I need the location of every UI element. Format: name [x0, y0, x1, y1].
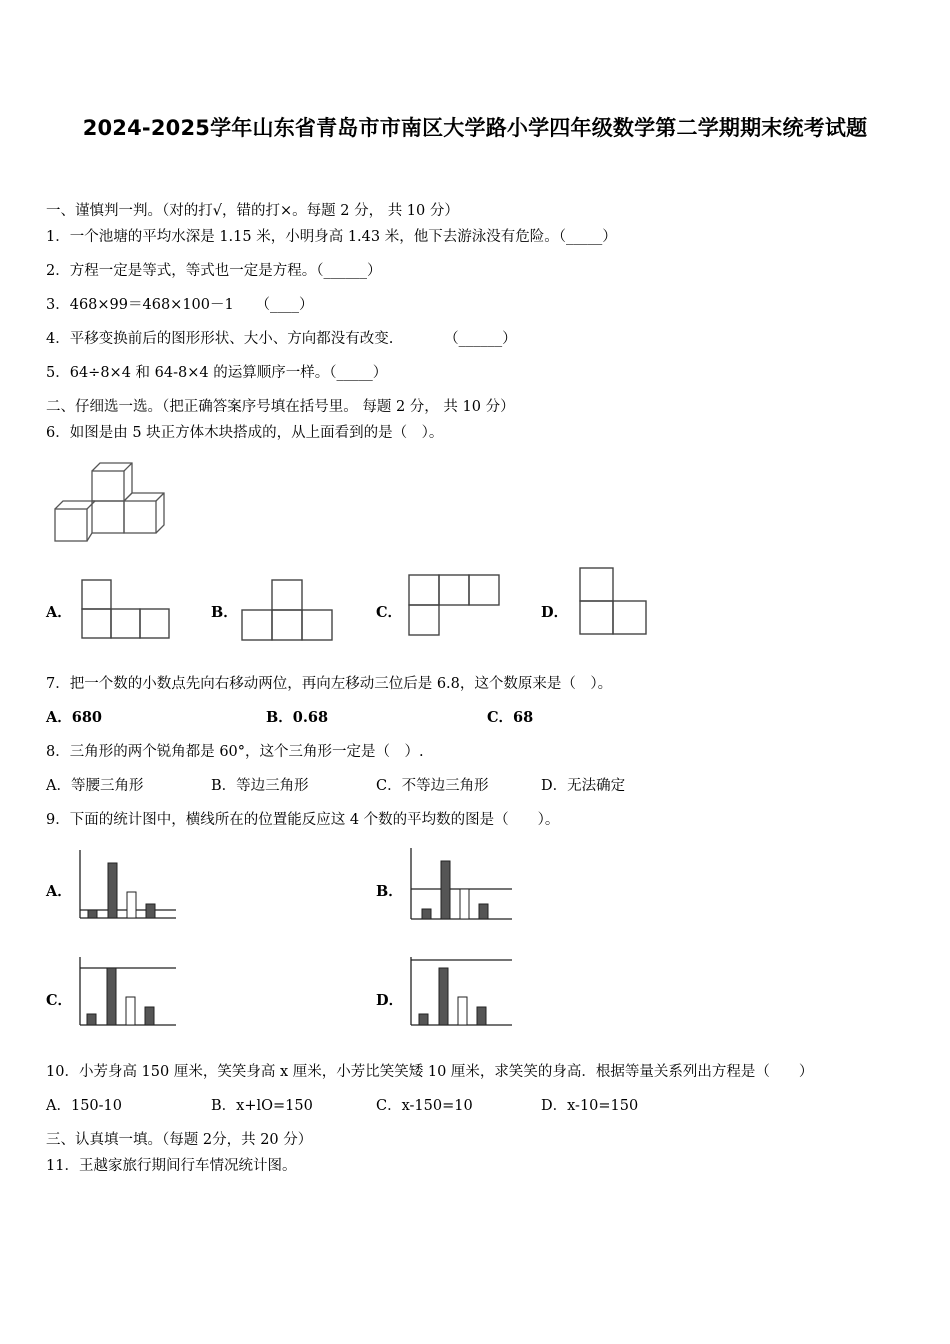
q6-option-c-figure [407, 573, 503, 639]
q9-option-d: D． [376, 992, 404, 1009]
q10-option-b: B．x+lO=150 [211, 1098, 313, 1114]
q9-option-a-chart [76, 848, 178, 922]
page-title: 2024-2025学年山东省青岛市市南区大学路小学四年级数学第二学期期末统考试题 [82, 116, 868, 140]
question-11: 11．王越家旅行期间行车情况统计图。 [46, 1158, 297, 1174]
q8-option-a: A．等腰三角形 [46, 778, 144, 794]
question-9: 9．下面的统计图中，横线所在的位置能反应这 4 个数的平均数的图是（ ）。 [46, 812, 560, 828]
question-7: 7．把一个数的小数点先向右移动两位，再向左移动三位后是 6.8，这个数原来是（ ）。 [46, 676, 613, 692]
q10-option-d: D．x-10=150 [541, 1098, 639, 1114]
q9-option-a: A． [46, 883, 72, 900]
question-6: 6．如图是由 5 块正方体木块搭成的，从上面看到的是（ ）。 [46, 425, 444, 441]
q6-option-b: B． [211, 604, 238, 621]
question-4: 4．平移变换前后的图形形状、大小、方向都没有改变. （______） [46, 331, 517, 347]
q9-option-d-chart [407, 955, 515, 1029]
section-3-heading: 三、认真填一填。（每题 2分，共 20 分） [46, 1132, 313, 1148]
q9-option-c-chart [76, 955, 180, 1029]
section-1-heading: 一、谨慎判一判。（对的打√，错的打×。每题 2 分， 共 10 分） [46, 203, 459, 219]
q6-option-d-figure [578, 566, 650, 638]
q7-option-b: B．0.68 [266, 709, 329, 726]
cube-stack-figure [50, 463, 170, 548]
question-2: 2．方程一定是等式，等式也一定是方程。（______） [46, 263, 382, 279]
q9-option-b: B． [376, 883, 403, 900]
q7-option-a: A．680 [46, 709, 103, 726]
q6-option-c: C． [376, 604, 403, 621]
question-3: 3．468×99＝468×100－1 （____） [46, 297, 314, 313]
question-1: 1．一个池塘的平均水深是 1.15 米，小明身高 1.43 米，他下去游泳没有危险。（_____） [46, 229, 617, 245]
q6-option-b-figure [240, 578, 336, 642]
q9-option-b-chart [407, 846, 515, 922]
section-2-heading: 二、仔细选一选。（把正确答案序号填在括号里。 每题 2 分， 共 10 分） [46, 399, 515, 415]
q6-option-a-figure [80, 578, 172, 640]
q7-option-c: C．68 [487, 709, 534, 726]
q9-option-c: C． [46, 992, 73, 1009]
question-8: 8．三角形的两个锐角都是 60°，这个三角形一定是（ ）. [46, 744, 424, 760]
q6-option-a: A． [46, 604, 72, 621]
q6-option-d: D． [541, 604, 569, 621]
q10-option-c: C．x-150=10 [376, 1098, 473, 1114]
q8-option-d: D．无法确定 [541, 778, 626, 794]
q8-option-c: C．不等边三角形 [376, 778, 489, 794]
question-5: 5．64÷8×4 和 64-8×4 的运算顺序一样。（_____） [46, 365, 388, 381]
q10-option-a: A．150-10 [46, 1098, 122, 1114]
question-10: 10．小芳身高 150 厘米，笑笑身高 x 厘米，小芳比笑笑矮 10 厘米，求笑笑的身高．根据等量关系列出方程是（ ） [46, 1064, 814, 1080]
q8-option-b: B．等边三角形 [211, 778, 309, 794]
